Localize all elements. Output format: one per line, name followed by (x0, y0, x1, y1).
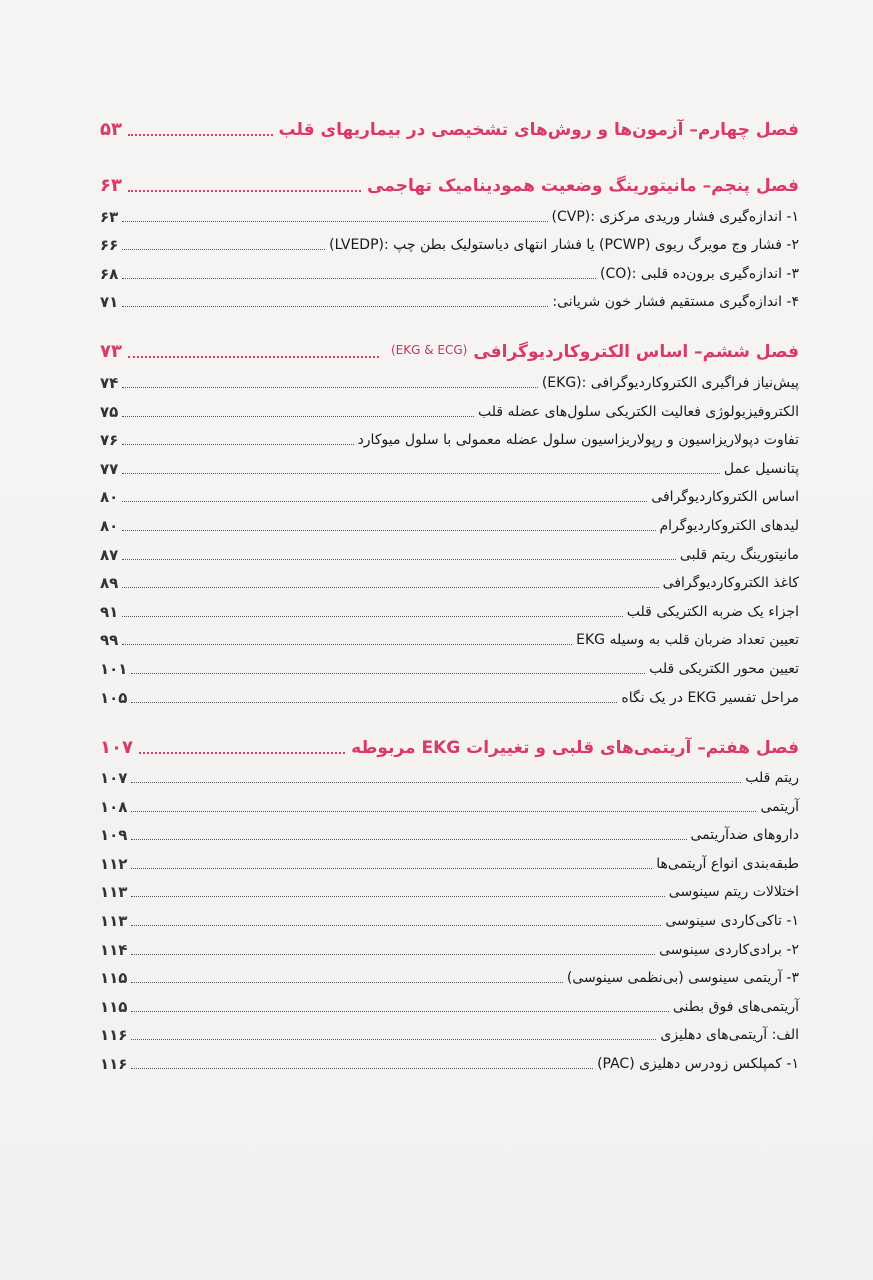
dot-leader (131, 839, 686, 840)
chapter-title: فصل پنجم– مانیتورینگ وضعیت همودینامیک تهاجمی (367, 176, 799, 196)
entry-title: ۳- اندازه‌گیری برون‌ده قلبی :(CO) (600, 265, 799, 282)
entry-page-number: ۱۱۶ (100, 1055, 128, 1074)
entry-title: ۱- تاکی‌کاردی سینوسی (665, 913, 799, 930)
toc-entry[interactable] (100, 255, 799, 284)
entry-title: ۳- آریتمی سینوسی (بی‌نظمی سینوسی) (566, 970, 799, 987)
chapter-page-number: ۶۳ (100, 175, 122, 196)
table-of-contents (100, 112, 799, 1074)
toc-entry[interactable] (100, 788, 799, 817)
entry-title: تعیین تعداد ضربان قلب به وسیله EKG (576, 632, 799, 649)
toc-entry[interactable] (100, 988, 799, 1017)
toc-entry[interactable] (100, 565, 799, 594)
entry-title: تفاوت دپولاریزاسیون و رپولاریزاسیون سلول عضله معمولی با سلول میوکارد (357, 432, 799, 449)
entry-page-number: ۸۹ (100, 574, 119, 593)
entry-title: آریتمی (760, 798, 799, 815)
entry-title: داروهای ضدآریتمی (690, 827, 799, 844)
toc-entry[interactable] (100, 227, 799, 256)
entry-page-number: ۱۱۳ (100, 912, 128, 931)
entry-page-number: ۷۱ (100, 293, 119, 312)
dot-leader (122, 644, 572, 645)
entry-title: اجزاء یک ضربه الکتریکی قلب (626, 603, 799, 620)
entry-title: اساس الکتروکاردیوگرافی (651, 489, 799, 506)
toc-entry[interactable] (100, 960, 799, 989)
chapter-title: فصل هفتم– آریتمی‌های قلبی و تغییرات EKG مربوطه (351, 737, 799, 758)
toc-entry[interactable] (100, 393, 799, 422)
dot-leader (131, 811, 756, 812)
entry-title: مراحل تفسیر EKG در یک نگاه (621, 689, 799, 706)
entry-page-number: ۱۱۵ (100, 997, 128, 1016)
toc-entry[interactable] (100, 479, 799, 508)
entry-title: آریتمی‌های فوق بطنی (672, 998, 799, 1015)
entry-page-number: ۱۱۳ (100, 883, 128, 902)
toc-entry[interactable] (100, 450, 799, 479)
dot-leader (131, 1068, 593, 1069)
entry-page-number: ۷۴ (100, 373, 119, 392)
entry-page-number: ۱۱۵ (100, 969, 128, 988)
toc-entry[interactable] (100, 817, 799, 846)
entry-page-number: ۷۶ (100, 431, 119, 450)
dot-leader (131, 702, 617, 703)
toc-entry[interactable] (100, 874, 799, 903)
dot-leader (122, 278, 596, 279)
dot-leader (131, 925, 661, 926)
entry-page-number: ۸۷ (100, 545, 119, 564)
dot-leader (128, 134, 273, 136)
dot-leader (131, 982, 562, 983)
entry-title: پتانسیل عمل (723, 460, 799, 477)
dot-leader (122, 616, 622, 617)
entry-page-number: ۱۰۵ (100, 688, 128, 707)
chapter-heading[interactable] (100, 730, 799, 760)
chapter-page-number: ۱۰۷ (100, 736, 133, 758)
toc-entry[interactable] (100, 507, 799, 536)
entry-title: لیدهای الکتروکاردیوگرام (659, 517, 799, 534)
dot-leader (122, 416, 474, 417)
entry-title: ۲- فشار وج مویرگ ریوی (PCWP) یا فشار انتهای دیاستولیک بطن چپ :(LVEDP) (329, 237, 799, 254)
dot-leader (122, 473, 720, 474)
entry-title: ۱- کمپلکس زودرس دهلیزی (PAC) (597, 1056, 799, 1073)
entry-page-number: ۱۱۴ (100, 940, 128, 959)
chapter-subtitle: (EKG & ECG) (390, 343, 468, 358)
dot-leader (122, 530, 655, 531)
entry-page-number: ۹۱ (100, 602, 119, 621)
toc-entry[interactable] (100, 845, 799, 874)
entry-title: تعیین محور الکتریکی قلب (649, 660, 799, 677)
dot-leader (131, 673, 645, 674)
entry-title: ۴- اندازه‌گیری مستقیم فشار خون شریانی: (552, 294, 799, 311)
dot-leader (131, 782, 741, 783)
entry-title: ۲- برادی‌کاردی سینوسی (659, 941, 799, 958)
dot-leader (128, 190, 361, 192)
entry-page-number: ۶۸ (100, 264, 119, 283)
toc-entry[interactable] (100, 1017, 799, 1046)
entry-title: ریتم قلب (745, 770, 799, 787)
entry-title: پیش‌نیاز فراگیری الکتروکاردیوگرافی :(EKG) (541, 374, 799, 391)
entry-page-number: ۱۰۱ (100, 659, 128, 678)
entry-title: اختلالات ریتم سینوسی (668, 884, 799, 901)
chapter-page-number: ۵۳ (100, 119, 122, 140)
entry-page-number: ۱۱۶ (100, 1026, 128, 1045)
toc-entry[interactable] (100, 593, 799, 622)
entry-title: الکتروفیزیولوژی فعالیت الکتریکی سلول‌های عضله قلب (477, 403, 799, 420)
chapter-title: فصل ششم– اساس الکتروکاردیوگرافی (473, 342, 799, 363)
entry-page-number: ۱۰۸ (100, 797, 128, 816)
chapter-page-number: ۷۳ (100, 341, 122, 363)
chapter-title: فصل چهارم– آزمون‌ها و روش‌های تشخیصی در بیماریهای قلب (278, 120, 799, 140)
dot-leader (139, 752, 345, 754)
toc-entry[interactable] (100, 284, 799, 313)
entry-page-number: ۱۱۲ (100, 854, 128, 873)
toc-entry[interactable] (100, 622, 799, 651)
toc-entry[interactable] (100, 364, 799, 393)
dot-leader (122, 444, 353, 445)
dot-leader (128, 356, 379, 358)
entry-title: طبقه‌بندی انواع آریتمی‌ها (656, 855, 799, 872)
toc-entry[interactable] (100, 650, 799, 679)
toc-entry[interactable] (100, 902, 799, 931)
toc-entry[interactable] (100, 760, 799, 789)
entry-page-number: ۷۵ (100, 402, 119, 421)
entry-page-number: ۹۹ (100, 631, 119, 650)
dot-leader (122, 587, 658, 588)
dot-leader (131, 1039, 656, 1040)
dot-leader (131, 896, 664, 897)
entry-page-number: ۶۶ (100, 236, 119, 255)
toc-entry[interactable] (100, 679, 799, 708)
entry-title: الف: آریتمی‌های دهلیزی (660, 1027, 799, 1044)
toc-entry[interactable] (100, 536, 799, 565)
dot-leader (122, 387, 538, 388)
entry-page-number: ۸۰ (100, 488, 119, 507)
toc-entry[interactable] (100, 1045, 799, 1074)
chapter-heading[interactable] (100, 168, 799, 198)
dot-leader (122, 306, 548, 307)
entry-title: مانیتورینگ ریتم قلبی (679, 546, 799, 563)
dot-leader (122, 501, 647, 502)
entry-page-number: ۱۰۷ (100, 769, 128, 788)
dot-leader (131, 868, 652, 869)
toc-entry[interactable] (100, 931, 799, 960)
entry-page-number: ۶۳ (100, 207, 119, 226)
entry-page-number: ۱۰۹ (100, 826, 128, 845)
dot-leader (122, 559, 676, 560)
dot-leader (131, 1011, 668, 1012)
entry-page-number: ۸۰ (100, 516, 119, 535)
dot-leader (122, 249, 325, 250)
chapter-heading[interactable] (100, 112, 799, 142)
entry-page-number: ۷۷ (100, 459, 119, 478)
entry-title: ۱- اندازه‌گیری فشار وریدی مرکزی :(CVP) (551, 208, 799, 225)
toc-entry[interactable] (100, 198, 799, 227)
dot-leader (131, 954, 655, 955)
entry-title: کاغذ الکتروکاردیوگرافی (662, 575, 799, 592)
toc-entry[interactable] (100, 422, 799, 451)
dot-leader (122, 221, 547, 222)
chapter-heading[interactable] (100, 334, 799, 364)
